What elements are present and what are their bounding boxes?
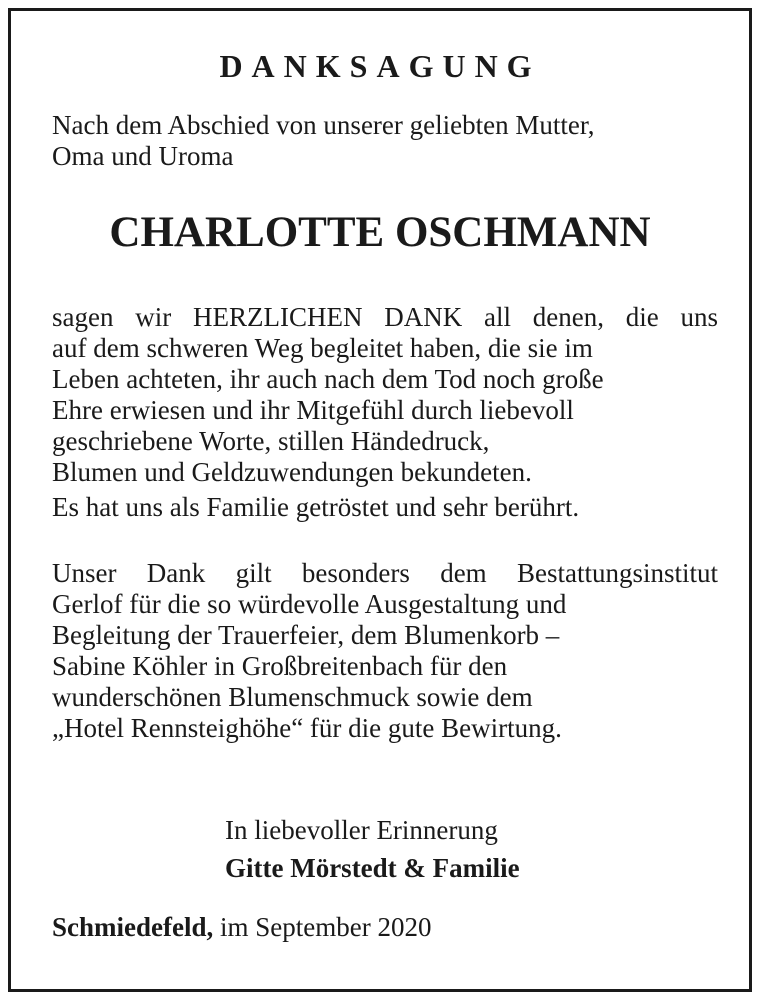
closing-line: In liebevoller Erinnerung xyxy=(225,815,498,845)
paragraph-line: Sabine Köhler in Großbreitenbach für den xyxy=(52,651,508,681)
paragraph-line: sagen wir HERZLICHEN DANK all denen, die uns xyxy=(52,302,718,332)
signature: Gitte Mörstedt & Familie xyxy=(225,853,520,883)
date-text: im September 2020 xyxy=(213,912,432,942)
deceased-name: CHARLOTTE OSCHMANN xyxy=(109,209,651,256)
paragraph-line: Es hat uns als Familie getröstet und sehr berührt. xyxy=(52,492,580,522)
paragraph-line: „Hotel Rennsteighöhe“ für die gute Bewirtung. xyxy=(52,713,562,743)
paragraph-line: Unser Dank gilt besonders dem Bestattungsinstitut xyxy=(52,558,718,588)
place-date-line xyxy=(52,912,431,943)
thanks-paragraph xyxy=(52,302,718,523)
place-name: Schmiedefeld, xyxy=(52,912,214,942)
paragraph-line: Leben achteten, ihr auch nach dem Tod noch große xyxy=(52,364,604,394)
intro-line-1: Nach dem Abschied von unserer geliebten Mutter, xyxy=(52,110,595,140)
paragraph-line: geschriebene Worte, stillen Händedruck, xyxy=(52,426,490,456)
notice-heading: DANKSAGUNG xyxy=(219,48,541,84)
paragraph-line: Blumen und Geldzuwendungen bekundeten. xyxy=(52,457,532,487)
intro-text xyxy=(52,110,714,172)
intro-line-2: Oma und Uroma xyxy=(52,141,234,171)
paragraph-line: wunderschönen Blumenschmuck sowie dem xyxy=(52,682,533,712)
special-thanks-paragraph xyxy=(52,558,718,744)
paragraph-line: auf dem schweren Weg begleitet haben, die sie im xyxy=(52,333,593,363)
paragraph-line: Begleitung der Trauerfeier, dem Blumenkorb – xyxy=(52,620,560,650)
paragraph-line: Gerlof für die so würdevolle Ausgestaltung und xyxy=(52,589,567,619)
paragraph-line: Ehre erwiesen und ihr Mitgefühl durch liebevoll xyxy=(52,395,574,425)
